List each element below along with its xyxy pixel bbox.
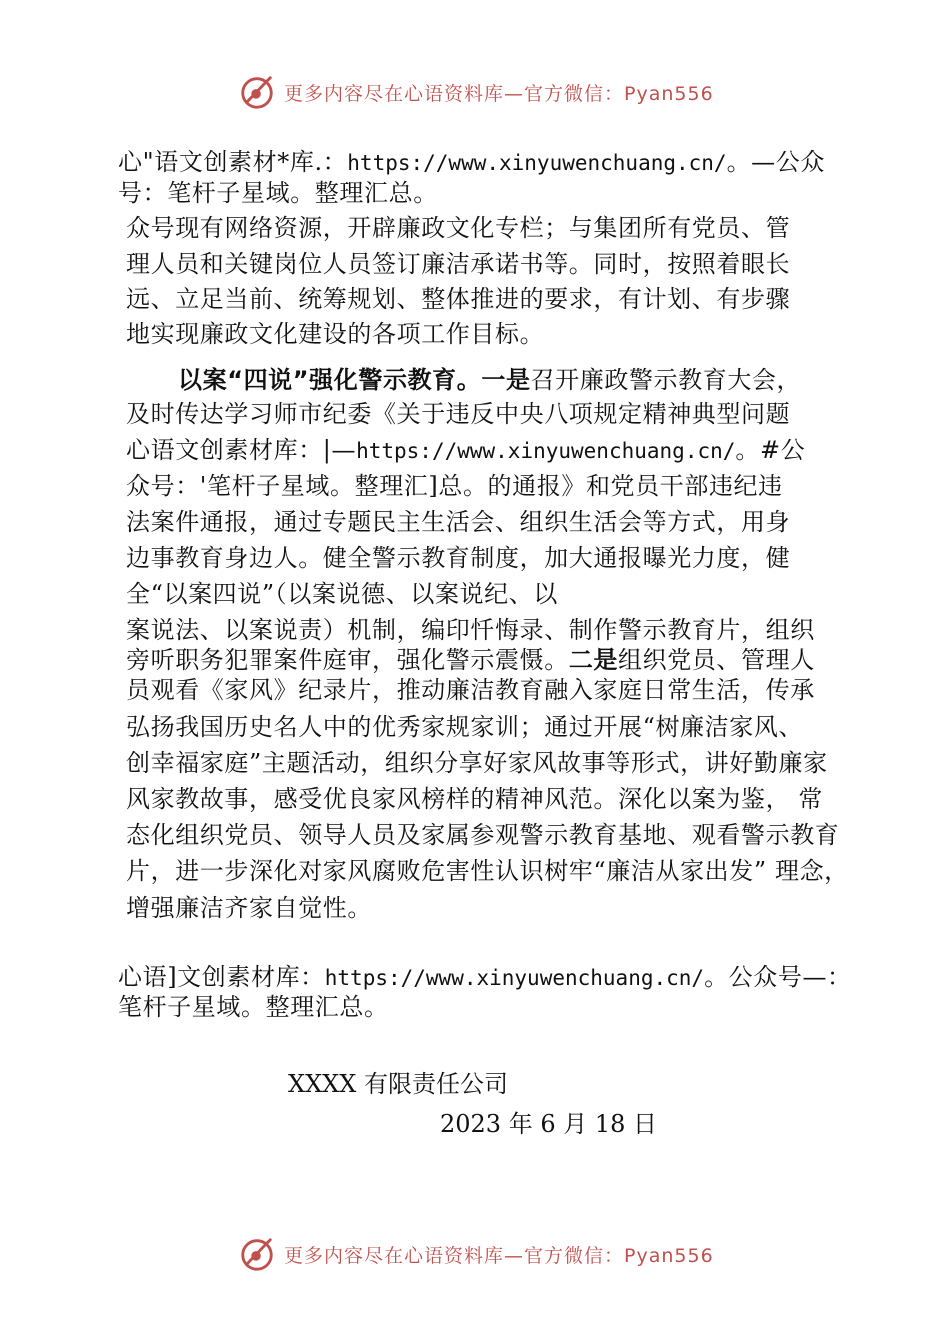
brush-logo-icon [238, 73, 276, 111]
body-line: 及时传达学习师市纪委《关于违反中央八项规定精神典型问题 [126, 400, 791, 428]
body-line: 全“以案四说”（以案说德、以案说纪、以 [126, 580, 558, 608]
body-line: 弘扬我国历史名人中的优秀家规家训；通过开展“树廉洁家风、 [126, 713, 804, 741]
watermark-line: 心语]文创素材库：https://www.xinyuwenchuang.cn/。公众号—： [118, 963, 852, 991]
banner-text: 更多内容尽在心语资料库—官方微信：Pyan556 [284, 1244, 714, 1267]
body-line: 边事教育身边人。健全警示教育制度，加大通报曝光力度，健 [126, 544, 791, 572]
body-line: 增强廉洁齐家自觉性。 [126, 894, 372, 922]
watermark-url[interactable]: https://www.xinyuwenchuang.cn/ [356, 439, 736, 463]
watermark-line: 心语文创素材库：|—https://www.xinyuwenchuang.cn/。#公 [126, 436, 806, 464]
watermark-line: 号：笔杆子星域。整理汇总。 [118, 179, 438, 207]
body-line: 以案“四说”强化警示教育。一是召开廉政警示教育大会， [178, 366, 802, 394]
body-line: 地实现廉政文化建设的各项工作目标。 [126, 320, 545, 348]
banner-text: 更多内容尽在心语资料库—官方微信：Pyan556 [284, 82, 714, 105]
watermark-line: 笔杆子星域。整理汇总。 [118, 993, 389, 1021]
ordinal-marker: 一是 [481, 366, 531, 394]
body-line: 远、立足当前、统筹规划、整体推进的要求，有计划、有步骤 [126, 285, 791, 313]
watermark-line: 心"语文创素材*库.：https://www.xinyuwenchuang.cn/。—公众 [118, 148, 825, 176]
body-line: 法案件通报，通过专题民主生活会、组织生活会等方式，用身 [126, 508, 791, 536]
body-line: 态化组织党员、领导人员及家属参观警示教育基地、观看警示教育 [126, 821, 840, 849]
brush-logo-icon [238, 1235, 276, 1273]
body-line: 片，进一步深化对家风腐败危害性认识树牢“廉洁从家出发” 理念， [126, 857, 849, 885]
watermark-url[interactable]: https://www.xinyuwenchuang.cn/ [347, 151, 727, 175]
body-line: 员观看《家风》纪录片，推动廉洁教育融入家庭日常生活，传承 [126, 676, 815, 704]
document-date: 2023 年 6 月 18 日 [440, 1110, 658, 1138]
body-line: 案说法、以案说责）机制，编印忏悔录、制作警示教育片，组织 [126, 616, 815, 644]
company-name: XXXX 有限责任公司 [288, 1070, 508, 1098]
body-line: 风家教故事，感受优良家风榜样的精神风范。深化以案为鉴， 常 [126, 785, 824, 813]
body-line: 理人员和关键岗位人员签订廉洁承诺书等。同时，按照着眼长 [126, 250, 791, 278]
header-banner [238, 72, 758, 112]
body-line: 旁听职务犯罪案件庭审，强化警示震慑。二是组织党员、管理人 [126, 646, 815, 674]
footer-banner [238, 1234, 758, 1274]
body-line: 众号：'笔杆子星域。整理汇]总。的通报》和党员干部违纪违 [126, 472, 783, 500]
watermark-url[interactable]: https://www.xinyuwenchuang.cn/ [324, 966, 705, 990]
body-line: 创幸福家庭”主题活动，组织分享好家风故事等形式，讲好勤廉家 [126, 749, 828, 777]
ordinal-marker: 二是 [568, 646, 619, 674]
body-line: 众号现有网络资源，开辟廉政文化专栏；与集团所有党员、管 [126, 214, 791, 242]
section-heading: 以案“四说”强化警示教育。 [178, 366, 482, 394]
